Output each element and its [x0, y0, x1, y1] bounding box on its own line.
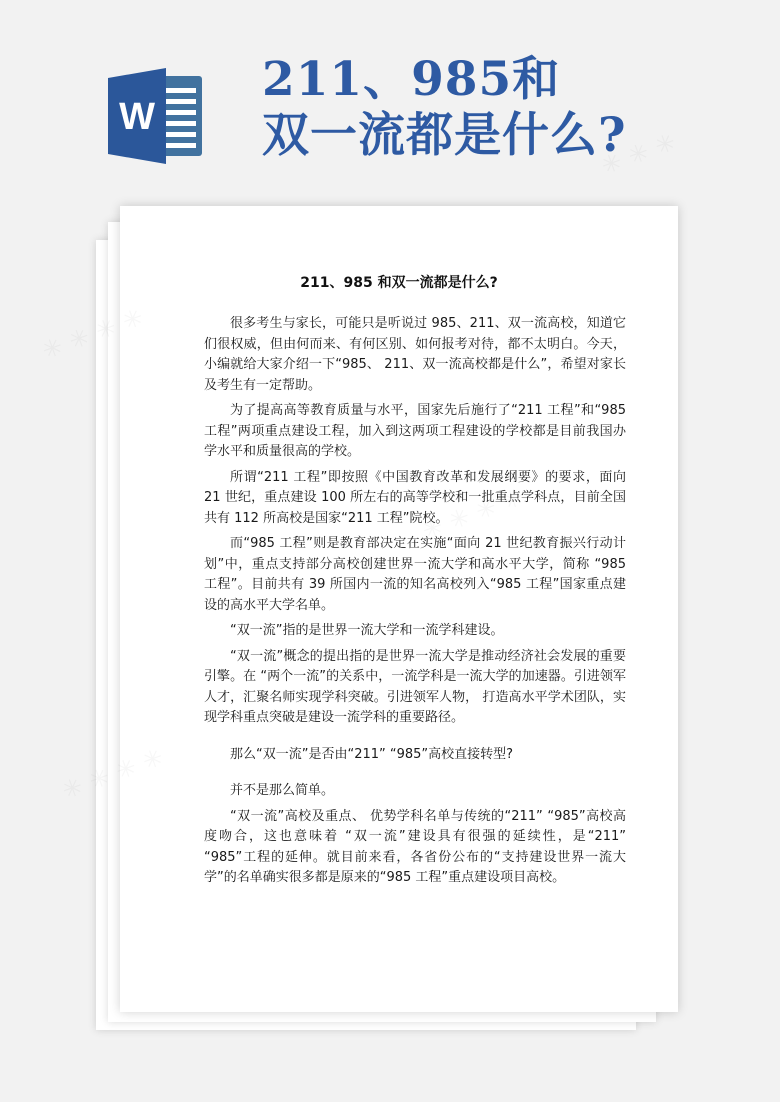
paragraph-conclusion: “双一流”高校及重点、 优势学科名单与传统的“211” “985”高校高度吻合，这也意味着 “双一流”建设具有很强的延续性，是“211” “985”工程的延伸。就目前来看，各省份公布的“支持建设世界一流大学”的名单确实很多都是原来的“985 工程”重点建设项目高校。	[204, 808, 626, 885]
paragraph-intro: 很多考生与家长，可能只是听说过 985、211、双一流高校，知道它们很权威，但由何而来、有何区别、如何报考对待，都不太明白。今天，小编就给大家介绍一下“985、 211、双一流高校都是什么”，希望对家长及考生有一定帮助。	[204, 316, 626, 393]
document-title: 211、985 和双一流都是什么?	[300, 275, 498, 291]
header-title	[262, 52, 627, 164]
header-title-line-1: 211、985和	[262, 52, 561, 107]
paragraph-double-first-class-concept: “双一流”概念的提出指的是世界一流大学是推动经济社会发展的重要引擎。在 “两个一流”的关系中，一流学科是一流大学的加速器。引进领军人才，汇聚名师实现学科突破。引进领军人物， 打造高水平学术团队，实现学科重点突破是建设一流学科的重要路径。	[204, 648, 626, 725]
paragraph-985: 而“985 工程”则是教育部决定在实施“面向 21 世纪教育振兴行动计划”中，重点支持部分高校创建世界一流大学和高水平大学，简称 “985 工程”。目前共有 39 所国内一流的知名高校列入“985 工程”国家重点建设的高水平大学名单。	[204, 536, 626, 613]
watermark-decoration: ✳ ✳ ✳ ✳	[38, 302, 148, 366]
document-body	[204, 314, 626, 894]
paragraph-background: 为了提高高等教育质量与水平，国家先后施行了“211 工程”和“985 工程”两项重点建设工程，加入到这两项工程建设的学校都是目前我国办学水平和质量很高的学校。	[204, 403, 626, 459]
watermark-decoration: ✳ ✳ ✳	[597, 127, 680, 181]
word-logo-icon	[108, 66, 208, 166]
paragraph-double-first-class-definition: “双一流”指的是世界一流大学和一流学科建设。	[230, 623, 504, 638]
paragraph-211: 所谓“211 工程”即按照《中国教育改革和发展纲要》的要求，面向 21 世纪，重点建设 100 所左右的高等学校和一批重点学科点，目前全国共有 112 所高校是国家“211 工程”院校。	[204, 469, 626, 526]
paragraph-answer: 并不是那么简单。	[230, 783, 335, 798]
word-logo-letter: W	[119, 96, 155, 138]
paragraph-question: 那么“双一流”是否由“211” “985”高校直接转型?	[230, 746, 514, 762]
watermark-decoration: ✳	[58, 772, 87, 806]
header-title-line-2: 双一流都是什么?	[262, 108, 627, 163]
